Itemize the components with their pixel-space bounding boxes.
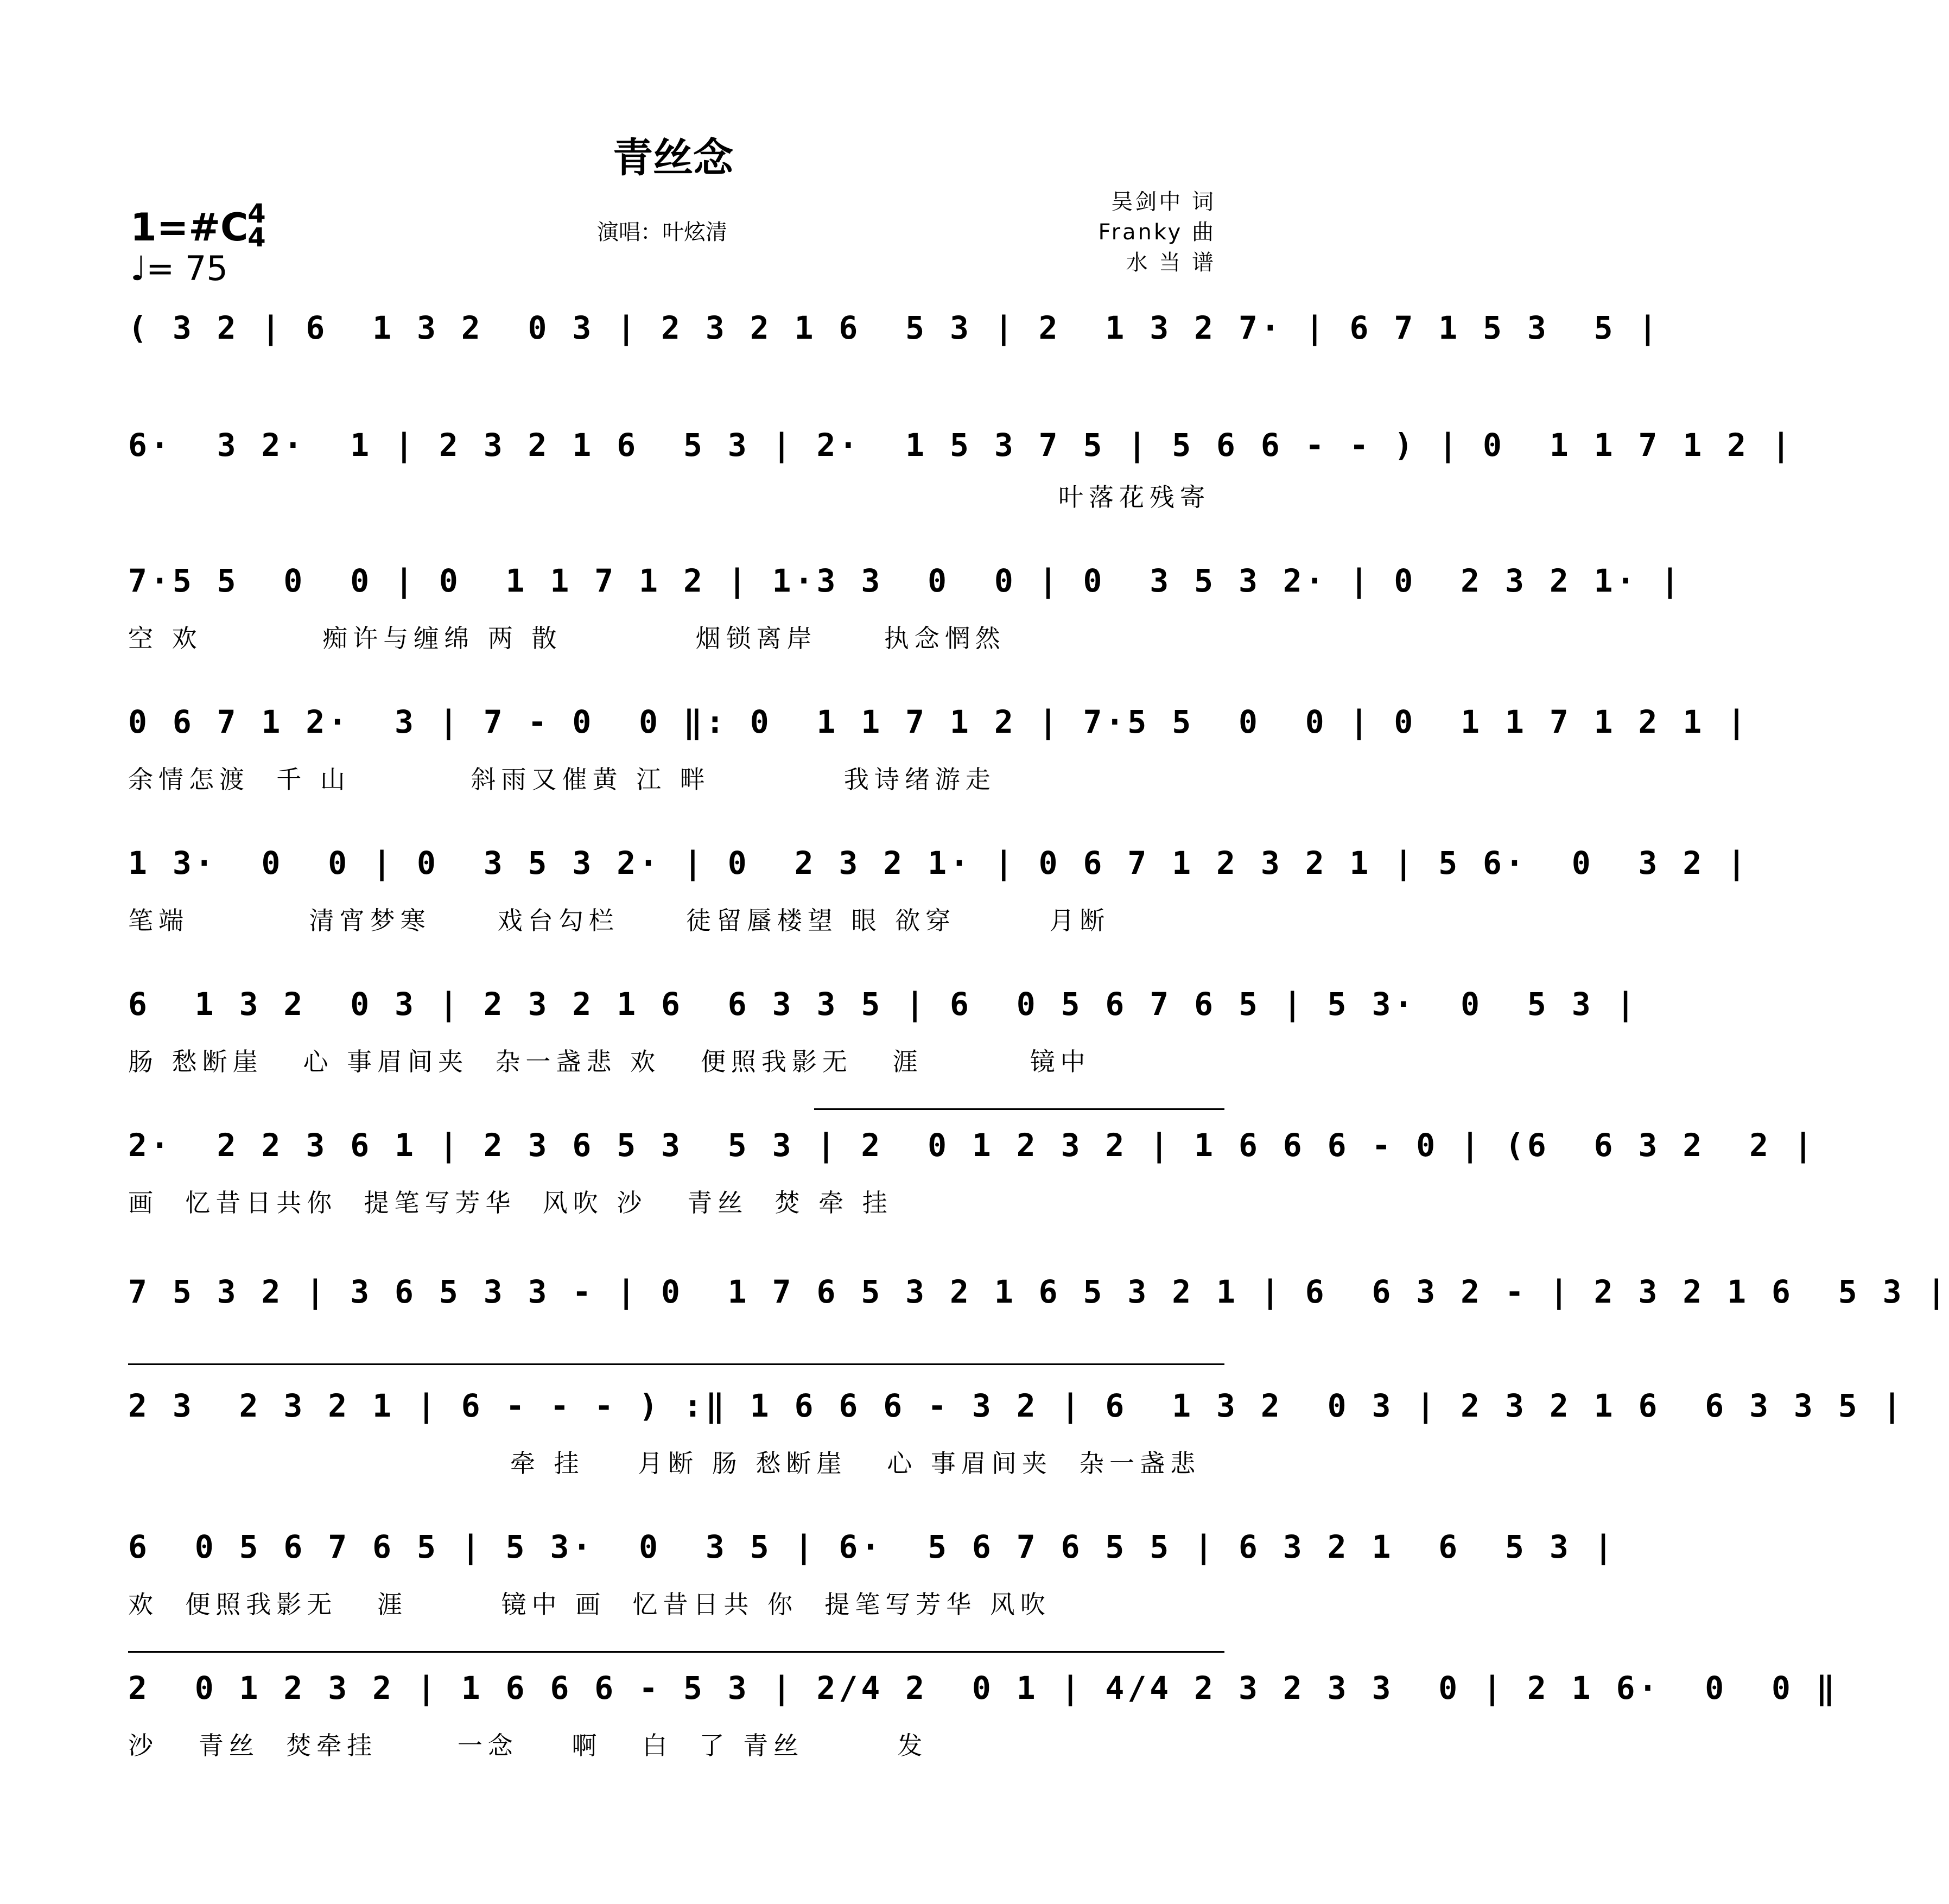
lyrics-line-6: 肠 愁断崖 心 事眉间夹 杂一盏悲 欢 便照我影无 涯 镜中: [128, 1047, 1091, 1076]
lyrics-line-4: 余情怎渡 千 山 斜雨又催黄 江 畔 我诗绪游走: [128, 765, 996, 794]
lyricist-credit: 吴剑中 词: [1111, 189, 1216, 214]
volta-bracket-1: [814, 1108, 1224, 1110]
lyrics-line-9: 牵 挂 月断 肠 愁断崖 心 事眉间夹 杂一盏悲: [510, 1449, 1201, 1478]
page-title: 青丝念: [613, 135, 733, 181]
time-signature-top: 4: [247, 199, 266, 229]
score-line-11: 2 0 1 2 3 2 | 1 6 6 6 - 5 3 | 2/4 2 0 1 | 4/4 2 3 2 3 3 0 | 2 1 6· 0 0 ‖: [128, 1670, 1838, 1706]
score-line-7: 2· 2 2 3 6 1 | 2 3 6 5 3 5 3 | 2 0 1 2 3 2 | 1 6 6 6 - 0 | (6 6 3 2 2 |: [128, 1127, 1816, 1164]
key-signature: 1=#C: [130, 205, 249, 250]
composer-credit: Franky 曲: [1098, 220, 1216, 245]
score-line-10: 6 0 5 6 7 6 5 | 5 3· 0 3 5 | 6· 5 6 7 6 5 5 | 6 3 2 1 6 5 3 |: [128, 1528, 1616, 1565]
score-line-4: 0 6 7 1 2· 3 | 7 - 0 0 ‖: 0 1 1 7 1 2 | 7·5 5 0 0 | 0 1 1 7 1 2 1 |: [128, 703, 1750, 740]
score-line-5: 1 3· 0 0 | 0 3 5 3 2· | 0 2 3 2 1· | 0 6 7 1 2 3 2 1 | 5 6· 0 3 2 |: [128, 845, 1750, 881]
system-divider: [128, 1363, 1224, 1365]
lyrics-line-10: 欢 便照我影无 涯 镜中 画 忆昔日共 你 提笔写芳华 风吹: [128, 1590, 1051, 1619]
score-line-1: ( 3 2 | 6 1 3 2 0 3 | 2 3 2 1 6 5 3 | 2 1 3 2 7· | 6 7 1 5 3 5 |: [128, 309, 1661, 346]
singer-credit: 演唱：叶炫清: [597, 220, 727, 245]
lyrics-line-5: 笔端 清宵梦寒 戏台勾栏 徒留蜃楼望 眼 欲穿 月断: [128, 906, 1110, 935]
time-signature: [243, 199, 270, 253]
lyrics-line-3: 空 欢 痴许与缠绵 两 散 烟锁离岸 执念惘然: [128, 624, 1006, 653]
score-line-3: 7·5 5 0 0 | 0 1 1 7 1 2 | 1·3 3 0 0 | 0 3 5 3 2· | 0 2 3 2 1· |: [128, 562, 1683, 599]
score-line-2: 6· 3 2· 1 | 2 3 2 1 6 5 3 | 2· 1 5 3 7 5 | 5 6 6 - - ) | 0 1 1 7 1 2 |: [128, 427, 1794, 464]
score-line-9: 2 3 2 3 2 1 | 6 - - - ) :‖ 1 6 6 6 - 3 2 | 6 1 3 2 0 3 | 2 3 2 1 6 6 3 3 5 |: [128, 1387, 1905, 1424]
tempo-marking: ♩= 75: [130, 249, 228, 288]
time-signature-bottom: 4: [247, 223, 266, 253]
volta-bracket-2: [128, 1651, 1224, 1653]
transcriber-credit: 水 当 谱: [1126, 250, 1216, 275]
lyrics-line-11: 沙 青丝 焚牵挂 一念 啊 白 了 青丝 发: [128, 1731, 928, 1760]
lyrics-line-2: 叶落花残寄: [1058, 483, 1210, 512]
score-line-6: 6 1 3 2 0 3 | 2 3 2 1 6 6 3 3 5 | 6 0 5 6 7 6 5 | 5 3· 0 5 3 |: [128, 986, 1639, 1023]
lyrics-line-7: 画 忆昔日共你 提笔写芳华 风吹 沙 青丝 焚 牵 挂: [128, 1188, 893, 1217]
score-line-8: 7 5 3 2 | 3 6 5 3 3 - | 0 1 7 6 5 3 2 1 6 5 3 2 1 | 6 6 3 2 - | 2 3 2 1 6 5 3 |: [128, 1273, 1949, 1310]
